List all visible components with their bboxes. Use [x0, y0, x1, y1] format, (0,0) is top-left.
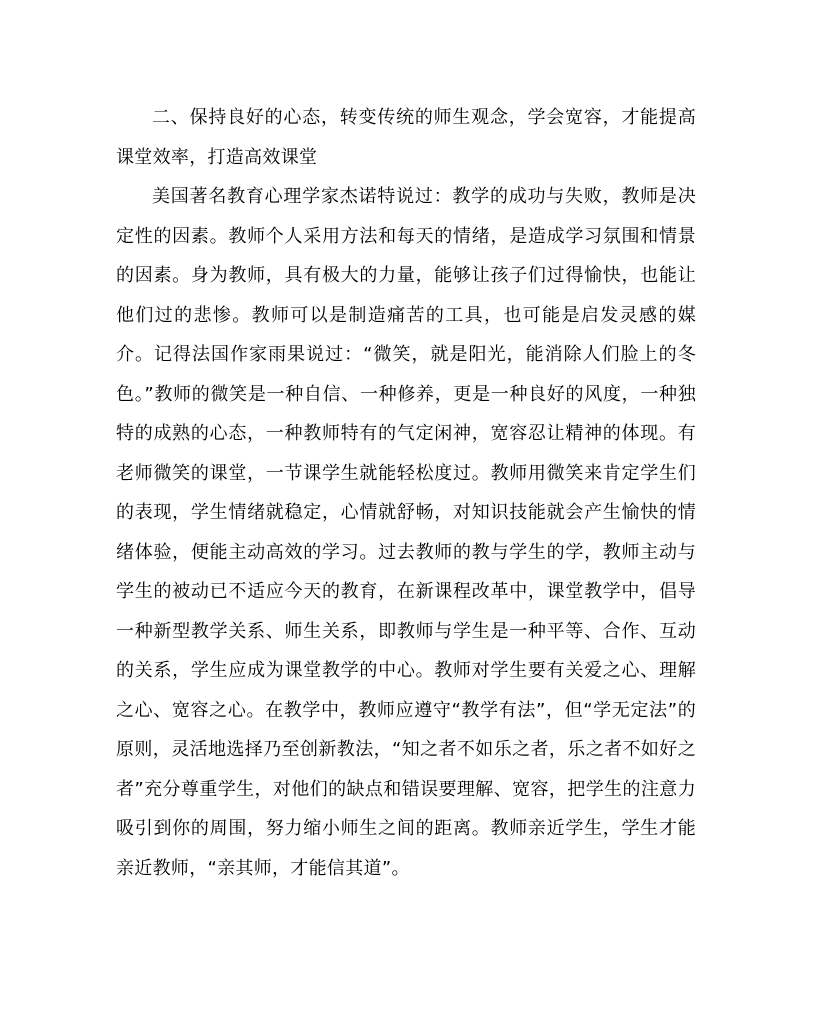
body-paragraph: 美国著名教育心理学家杰诺特说过：教学的成功与失败，教师是决定性的因素。教师个人采用方法和每天的情绪，是造成学习氛围和情景的因素。身为教师，具有极大的力量，能够让孩子们过得愉快，也能让他们过的悲惨。教师可以是制造痛苦的工具，也可能是启发灵感的媒介。记得法国作家雨果说过：“微笑，就是阳光，能消除人们脸上的冬色。”教师的微笑是一种自信、一种修养，更是一种良好的风度，一种独特的成熟的心态，一种教师特有的气定闲神，宽容忍让精神的体现。有老师微笑的课堂，一节课学生就能轻松度过。教师用微笑来肯定学生们的表现，学生情绪就稳定，心情就舒畅，对知识技能就会产生愉快的情绪体验，便能主动高效的学习。过去教师的教与学生的学，教师主动与学生的被动已不适应今天的教育，在新课程改革中，课堂教学中，倡导一种新型教学关系、师生关系，即教师与学生是一种平等、合作、互动的关系，学生应成为课堂教学的中心。教师对学生要有关爱之心、理解之心、宽容之心。在教学中，教师应遵守“教学有法”，但“学无定法”的原则，灵活地选择乃至创新教法，“知之者不如乐之者，乐之者不如好之者”充分尊重学生，对他们的缺点和错误要理解、宽容，把学生的注意力吸引到你的周围，努力缩小师生之间的距离。教师亲近学生，学生才能亲近教师，“亲其师，才能信其道”。	[116, 186, 696, 879]
document-content	[116, 98, 696, 888]
section-heading: 二、保持良好的心态，转变传统的师生观念，学会宽容，才能提高课堂效率，打造高效课堂	[116, 107, 696, 168]
